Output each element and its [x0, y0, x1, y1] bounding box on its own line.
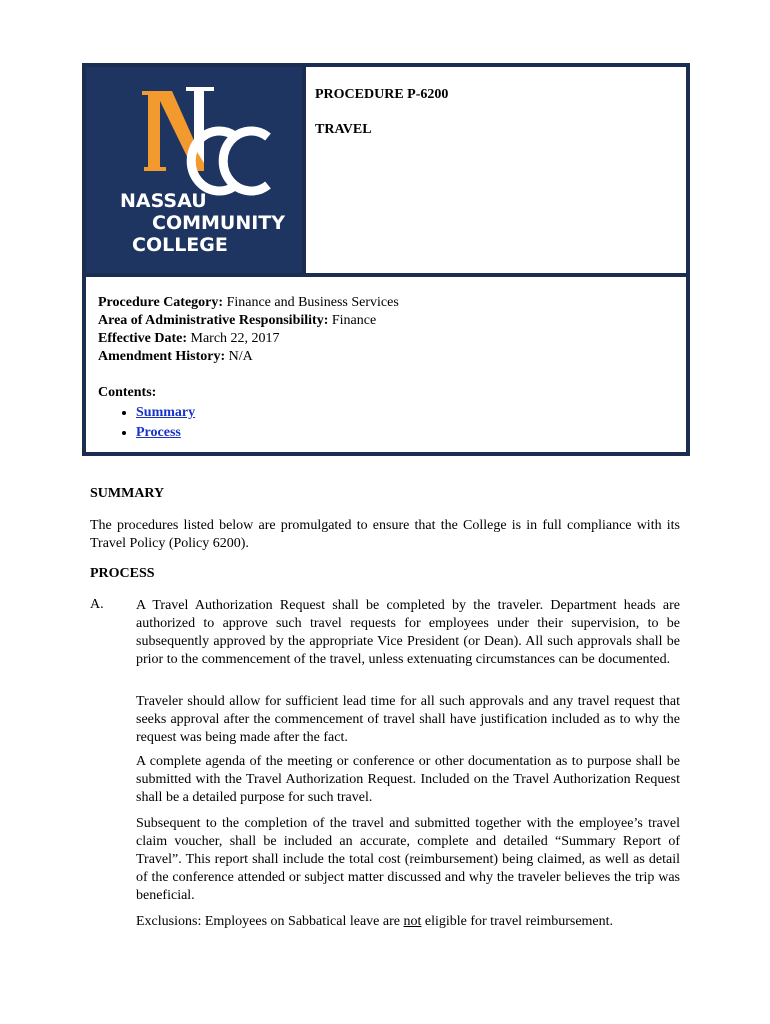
header-horizontal-divider	[86, 273, 686, 277]
meta-amendment	[98, 348, 399, 366]
meta-area-value: Finance	[328, 313, 377, 328]
contents-list	[98, 403, 195, 443]
process-paragraph-3: A complete agenda of the meeting or conference or other documentation as to purpose shall be submitted with the Travel Authorization Request. Included on the Travel Authorization Request shall be a detailed purpose for such travel.	[136, 754, 680, 805]
contents-heading: Contents:	[98, 385, 157, 400]
process-paragraph-1: A Travel Authorization Request shall be completed by the traveler. Department heads are authorized to approve such travel requests for employees under their supervision, to be subsequently approved by the appropriate Vice President (or Dean). All such approvals shall be prior to the commencement of the travel, unless extenuating circumstances can be documented.	[136, 598, 680, 667]
procedure-title: TRAVEL	[315, 122, 372, 137]
logo-line3: COLLEGE	[132, 234, 228, 256]
procedure-meta	[98, 294, 399, 366]
process-paragraph-2: Traveler should allow for sufficient lead time for all such approvals and any travel request that seeks approval after the commencement of travel shall have justification included as to why the request was being made after the fact.	[136, 694, 680, 745]
meta-category	[98, 294, 399, 312]
ncc-logo-icon	[86, 67, 302, 273]
procedure-header-frame	[82, 63, 690, 456]
process-item-marker: A.	[90, 597, 104, 612]
header-vertical-divider	[302, 67, 306, 273]
process-paragraph-5	[136, 913, 680, 931]
procedure-number: PROCEDURE P-6200	[315, 87, 449, 102]
list-item	[136, 403, 195, 423]
college-logo	[86, 67, 302, 273]
meta-date-value: March 22, 2017	[187, 331, 280, 346]
contents-link-summary[interactable]: Summary	[136, 405, 196, 420]
logo-line1: NASSAU	[120, 190, 207, 212]
meta-amend-label: Amendment History:	[98, 349, 226, 364]
meta-category-value: Finance and Business Services	[223, 295, 399, 310]
contents-link-process[interactable]: Process	[136, 425, 181, 440]
summary-text: The procedures listed below are promulgated to ensure that the College is in full compliance with its Travel Policy (Policy 6200).	[90, 518, 680, 551]
meta-category-label: Procedure Category:	[98, 295, 224, 310]
meta-date-label: Effective Date:	[98, 331, 188, 346]
list-item	[136, 423, 195, 443]
meta-area-label: Area of Administrative Responsibility:	[98, 313, 329, 328]
logo-line2: COMMUNITY	[152, 212, 286, 234]
meta-area	[98, 312, 399, 330]
process-heading: PROCESS	[90, 566, 155, 581]
exclusions-text-end: eligible for travel reimbursement.	[421, 914, 614, 929]
exclusions-emphasis: not	[403, 914, 422, 929]
exclusions-text-start: Exclusions: Employees on Sabbatical leave are	[136, 914, 404, 929]
process-paragraph-4: Subsequent to the completion of the travel and submitted together with the employee’s travel claim voucher, shall be included an accurate, complete and detailed “Summary Report of Travel”. This report shall include the total cost (reimbursement) being claimed, as well as detail of the conference attended or subject matter discussed and why the traveler believes the trip was beneficial.	[136, 816, 680, 903]
meta-amend-value: N/A	[225, 349, 253, 364]
contents-section	[98, 383, 195, 443]
meta-date	[98, 330, 399, 348]
summary-heading: SUMMARY	[90, 486, 165, 501]
